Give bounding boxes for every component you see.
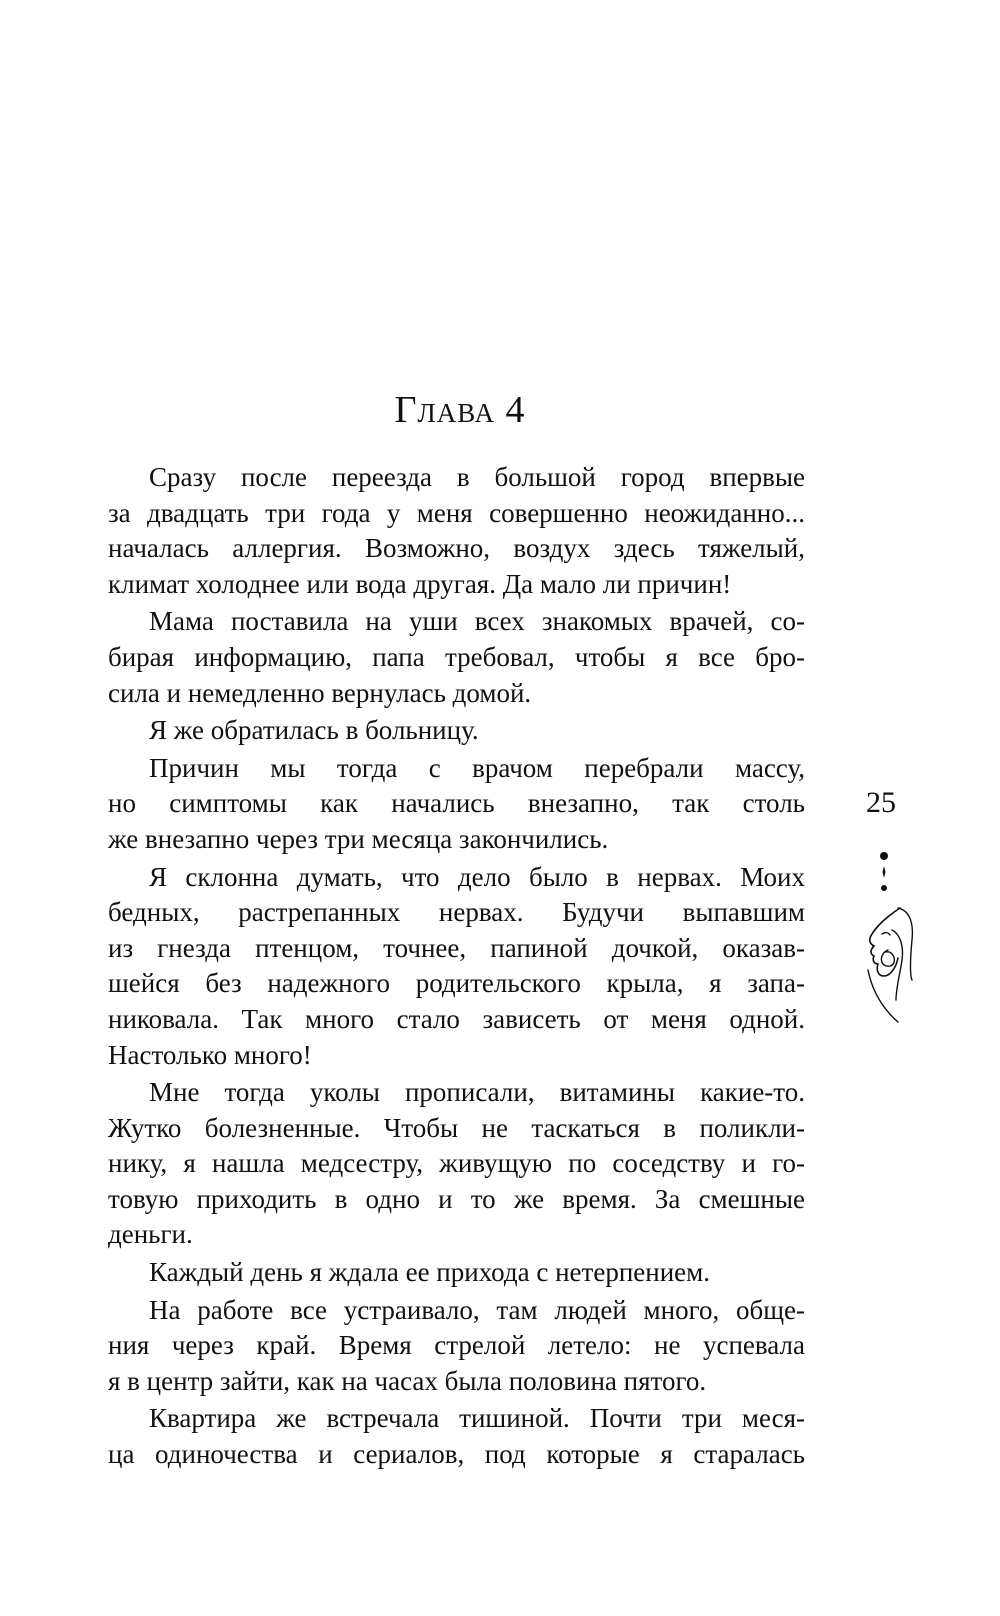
text-line: ца одиночества и сериалов, под которые я старалась	[108, 1439, 805, 1470]
text-line: Причин мы тогда с врачом перебрали массу,	[149, 752, 805, 783]
text-line: Сразу после переезда в большой город впервые	[149, 462, 805, 492]
text-line: товую приходить в одно и то же время. За смешные	[108, 1183, 805, 1214]
text-line: бирая информацию, папа требовал, чтобы я все бро-	[108, 641, 805, 672]
paragraph-2	[108, 604, 805, 711]
chapter-title: Глава 4	[394, 389, 526, 431]
ornament-dot	[881, 885, 887, 891]
text-line: ния через край. Время стрелой летело: не успевала	[108, 1330, 805, 1361]
text-line: Мама поставила на уши всех знакомых врачей, со-	[149, 606, 805, 637]
body-text	[108, 460, 805, 1475]
text-line: никовала. Так много стало зависеть от меня одной.	[108, 1003, 805, 1034]
page-number: 25	[866, 786, 896, 819]
text-line: сила и немедленно вернулась домой.	[108, 677, 532, 708]
face-ornament-icon	[848, 850, 928, 1070]
text-line: но симптомы как начались внезапно, так столь	[108, 788, 805, 819]
text-line: из гнезда птенцом, точнее, папиной дочкой, оказав-	[108, 932, 805, 963]
text-line: нику, я нашла медсестру, живущую по соседству и го-	[108, 1148, 805, 1179]
text-line: Я склонна думать, что дело было в нервах. Моих	[149, 861, 805, 892]
paragraph-6	[108, 1075, 805, 1253]
text-line: бедных, растрепанных нервах. Будучи выпавшим	[108, 897, 805, 928]
text-line: я в центр зайти, как на часах была половина пятого.	[108, 1365, 707, 1396]
text-line: шейся без надежного родительского крыла, я запа-	[108, 968, 805, 999]
text-line: климат холоднее или вода другая. Да мало ли причин!	[108, 568, 732, 599]
paragraph-3	[108, 713, 805, 749]
text-line: Мне тогда уколы прописали, витамины какие-то.	[149, 1077, 805, 1108]
ornament-dot	[880, 852, 888, 860]
paragraph-4	[108, 751, 805, 858]
text-line: за двадцать три года у меня совершенно неожиданно...	[108, 497, 805, 528]
ornament-tail	[868, 970, 898, 1022]
text-line: Каждый день я ждала ее прихода с нетерпением.	[149, 1257, 710, 1288]
paragraph-5	[108, 860, 805, 1074]
text-line: же внезапно через три месяца закончились.	[108, 823, 609, 854]
text-line: На работе все устраивало, там людей много, обще-	[149, 1294, 805, 1325]
paragraph-7	[108, 1255, 805, 1291]
text-line: деньги.	[108, 1219, 193, 1250]
ornament-star	[883, 866, 886, 878]
paragraph-8	[108, 1293, 805, 1400]
ornament-eye	[882, 933, 890, 935]
ornament-swirl	[881, 950, 894, 966]
text-line: Квартира же встречала тишиной. Почти три меся-	[149, 1403, 805, 1434]
paragraph-9	[108, 1401, 805, 1472]
text-line: Настолько много!	[108, 1039, 312, 1070]
ornament-hair-inner	[892, 930, 903, 1000]
text-line: Я же обратилась в больницу.	[149, 715, 479, 746]
text-line: началась аллергия. Возможно, воздух здесь тяжелый,	[108, 533, 805, 564]
paragraph-1	[108, 460, 805, 602]
text-line: Жутко болезненные. Чтобы не таскаться в поликли-	[108, 1112, 805, 1143]
